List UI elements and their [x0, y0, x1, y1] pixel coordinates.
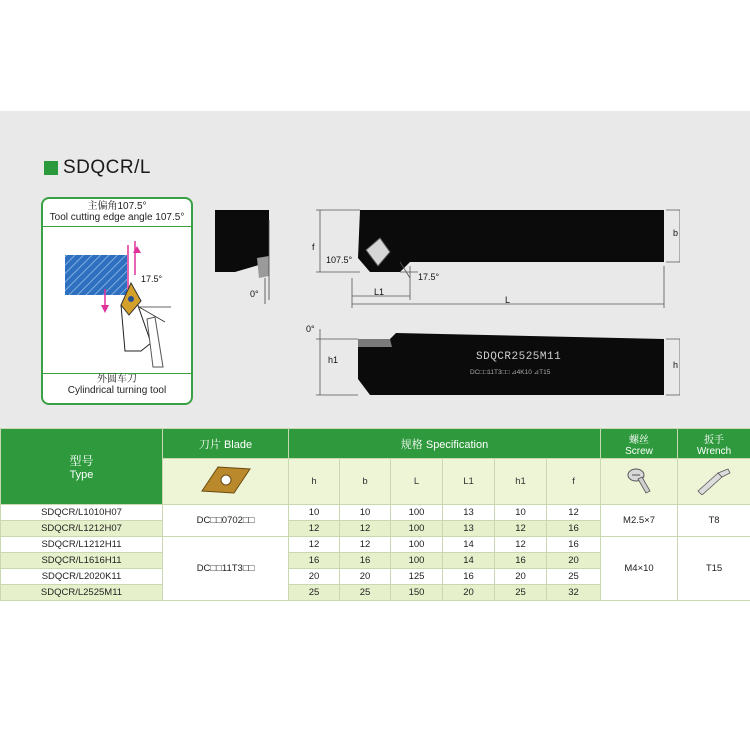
dim-f-label: f [312, 242, 315, 252]
h-cell: 10 [289, 505, 340, 521]
type-cell: SDQCR/L1010H07 [1, 505, 163, 521]
type-en: Type [69, 469, 94, 481]
L1-cell: 14 [443, 553, 495, 569]
L1-cell: 13 [443, 505, 495, 521]
spec-col-h1: h1 [495, 459, 547, 505]
angle-17-label: 17.5° [141, 274, 163, 284]
spec-col-L1: L1 [443, 459, 495, 505]
h-cell: 16 [289, 553, 340, 569]
blade-cell-group1: DC□□0702□□ [163, 505, 289, 537]
insert-icon [196, 461, 256, 499]
side-view-drawing [300, 325, 680, 405]
h1-cell: 12 [495, 521, 547, 537]
wrench-cell-group1: T8 [678, 505, 750, 537]
b-cell: 20 [340, 569, 391, 585]
L-cell: 100 [391, 553, 443, 569]
spec-col-L: L [391, 459, 443, 505]
screw-header [601, 429, 678, 459]
b-cell: 10 [340, 505, 391, 521]
angle-cn-title: 主偏角107.5° [87, 201, 147, 212]
blade-image-cell [163, 459, 289, 505]
body-small-marking: DC□□11T3□□ ⊿4K10 ⊿T15 [470, 369, 551, 376]
f-cell: 16 [547, 537, 601, 553]
screw-cell-group2: M4×10 [601, 537, 678, 601]
holder-side-body [358, 333, 664, 395]
spec-col-b: b [340, 459, 391, 505]
h1-cell: 12 [495, 537, 547, 553]
h-cell: 12 [289, 537, 340, 553]
screw-image-cell [601, 459, 678, 505]
h1-cell: 16 [495, 553, 547, 569]
h1-cell: 20 [495, 569, 547, 585]
h1-cell: 25 [495, 585, 547, 601]
b-cell: 25 [340, 585, 391, 601]
L-cell: 100 [391, 537, 443, 553]
dim-L1-label: L1 [374, 287, 385, 297]
f-cell: 20 [547, 553, 601, 569]
angle-17-top-label: 17.5° [418, 272, 440, 282]
type-cell: SDQCR/L1616H11 [1, 553, 163, 569]
screw-en: Screw [625, 445, 653, 457]
L-cell: 100 [391, 521, 443, 537]
wrench-en: Wrench [696, 445, 732, 457]
f-cell: 25 [547, 569, 601, 585]
turning-illustration [43, 227, 191, 373]
type-cell: SDQCR/L2525M11 [1, 585, 163, 601]
angle-107-label: 107.5° [326, 255, 353, 265]
caption-en: Cylindrical turning tool [67, 385, 167, 396]
angle-box-header [43, 201, 191, 223]
body-marking: SDQCR2525M11 [476, 351, 562, 363]
h1-cell: 10 [495, 505, 547, 521]
zero-deg-top-label: 0° [250, 289, 259, 299]
spec-header: 规格 Specification [289, 429, 601, 459]
dim-h1-label: h1 [328, 355, 339, 365]
angle-box-caption [43, 374, 191, 396]
h-cell: 25 [289, 585, 340, 601]
screw-cn: 螺丝 [629, 434, 650, 446]
screw-icon [624, 465, 654, 495]
section-title [44, 157, 151, 179]
L1-cell: 14 [443, 537, 495, 553]
screw-cell-group1: M2.5×7 [601, 505, 678, 537]
L1-cell: 20 [443, 585, 495, 601]
title-text: SDQCR/L [63, 157, 151, 178]
b-cell: 12 [340, 521, 391, 537]
b-cell: 12 [340, 537, 391, 553]
type-cn: 型号 [69, 454, 94, 468]
blade-header: 刀片 Blade [163, 429, 289, 459]
dim-h-label: h [673, 360, 679, 370]
L-cell: 150 [391, 585, 443, 601]
type-cell: SDQCR/L2020K11 [1, 569, 163, 585]
angle-en-title: Tool cutting edge angle 107.5° [49, 212, 185, 223]
cutting-angle-box [41, 197, 193, 405]
f-cell: 16 [547, 521, 601, 537]
type-cell: SDQCR/L1212H07 [1, 521, 163, 537]
wrench-icon [694, 465, 734, 495]
zero-deg-side-label: 0° [306, 324, 315, 334]
spec-col-h: h [289, 459, 340, 505]
spec-table [0, 428, 750, 601]
L1-cell: 13 [443, 521, 495, 537]
table-row [1, 537, 750, 553]
spec-col-f: f [547, 459, 601, 505]
h-cell: 12 [289, 521, 340, 537]
top-view-drawing [300, 200, 680, 310]
type-cell: SDQCR/L1212H11 [1, 537, 163, 553]
table-row [1, 505, 750, 521]
wrench-image-cell [678, 459, 750, 505]
b-cell: 16 [340, 553, 391, 569]
f-cell: 32 [547, 585, 601, 601]
wrench-cell-group2: T15 [678, 537, 750, 601]
f-cell: 12 [547, 505, 601, 521]
dim-b-label: b [673, 228, 679, 238]
wrench-cn: 扳手 [704, 434, 725, 446]
holder-top-body [358, 210, 664, 272]
type-header [1, 429, 163, 505]
h-cell: 20 [289, 569, 340, 585]
L-cell: 100 [391, 505, 443, 521]
L-cell: 125 [391, 569, 443, 585]
wrench-header [678, 429, 750, 459]
title-marker [44, 161, 58, 175]
L1-cell: 16 [443, 569, 495, 585]
caption-cn: 外圆车刀 [97, 374, 137, 385]
dim-L-label: L [505, 295, 511, 305]
blade-cell-group2: DC□□11T3□□ [163, 537, 289, 601]
front-view-drawing [205, 200, 285, 310]
